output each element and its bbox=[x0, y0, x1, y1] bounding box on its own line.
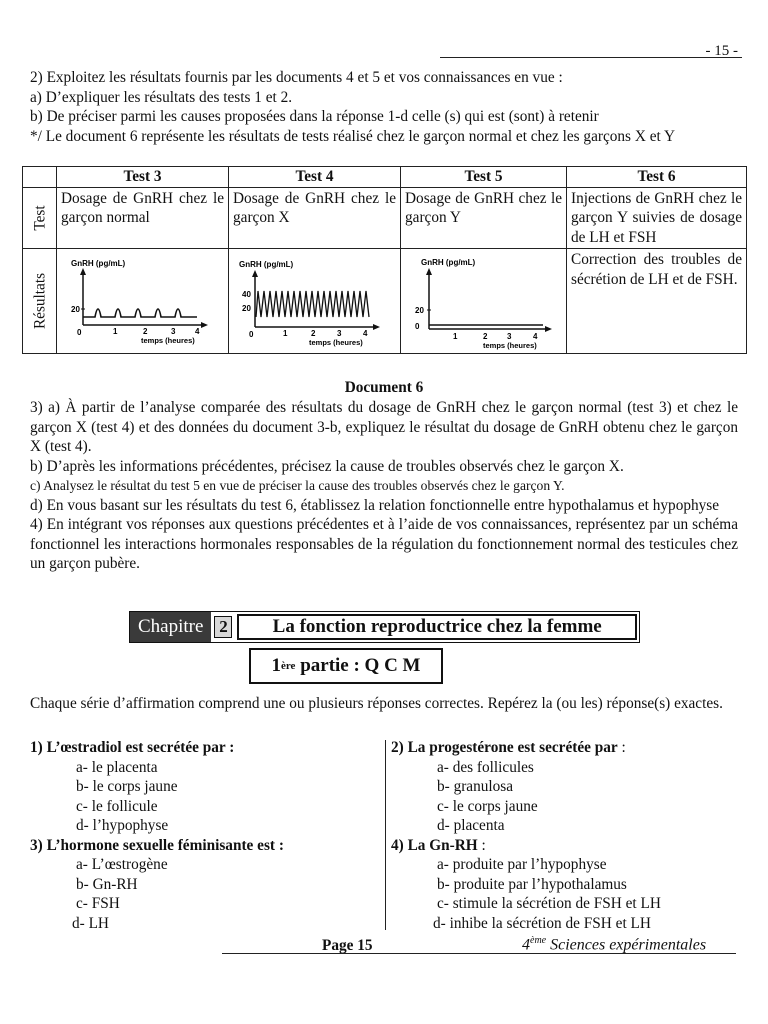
qcm-right-column bbox=[391, 738, 741, 933]
row-label-results: Résultats bbox=[30, 272, 48, 330]
qcm-q4-title: 4) La Gn-RH bbox=[391, 836, 478, 854]
qcm-q2-title-tail: : bbox=[617, 739, 626, 756]
question-2: 2) Exploitez les résultats fournis par les documents 4 et 5 et vos connaissances en vue : bbox=[30, 69, 563, 86]
cell-result-test-6: Correction des troubles de sécrétion de LH et de FSH. bbox=[567, 249, 747, 354]
part-title bbox=[249, 648, 443, 684]
header-rule bbox=[440, 57, 742, 58]
graph-4-y-arrow bbox=[252, 270, 258, 277]
graph-test-4-cell bbox=[229, 249, 401, 354]
graph-4-ytick-40: 40 bbox=[242, 290, 251, 299]
column-divider bbox=[385, 740, 386, 930]
document-6-table bbox=[22, 166, 747, 354]
graph-5-xtick-1: 1 bbox=[453, 332, 458, 341]
table-corner bbox=[23, 167, 57, 188]
question-3b: b) D’après les informations précédentes, précisez la cause de troubles observés chez le garçon X. bbox=[30, 457, 624, 475]
graph-4-xlabel: temps (heures) bbox=[309, 338, 363, 347]
qcm-q4-option-c: c- stimule la sécrétion de FSH et LH bbox=[437, 895, 661, 912]
graph-5-x-arrow bbox=[545, 326, 552, 332]
qcm-q3-option-c: c- FSH bbox=[76, 895, 120, 912]
question-3c: c) Analysez le résultat du test 5 en vue de préciser la cause des troubles observés chez le garçon Y. bbox=[30, 478, 565, 493]
graph-5-xlabel: temps (heures) bbox=[483, 341, 537, 350]
qcm-q4-option-a: a- produite par l’hypophyse bbox=[437, 856, 607, 873]
graph-5-ytick-20: 20 bbox=[415, 306, 424, 315]
qcm-instructions: Chaque série d’affirmation comprend une ou plusieurs réponses correctes. Repérez la (ou les) réponse(s) exactes. bbox=[30, 695, 723, 712]
question-2b: b) De préciser parmi les causes proposées dans la réponse 1-d celle (s) qui est (sont) à retenir bbox=[30, 108, 599, 125]
cell-test-6: Injections de GnRH chez le garçon Y suivies de dosage de LH et FSH bbox=[567, 187, 747, 249]
qcm-q3-option-a: a- L’œstrogène bbox=[76, 856, 168, 873]
footer-page: Page 15 bbox=[322, 937, 373, 954]
graph-5-xtick-2: 2 bbox=[483, 332, 488, 341]
footer-rule bbox=[222, 953, 736, 954]
qcm-q2-option-b: b- granulosa bbox=[437, 778, 514, 795]
graph-test-3-cell bbox=[57, 249, 229, 354]
question-3a: 3) a) À partir de l’analyse comparée des résultats du dosage de GnRH chez le garçon normal (test 3) et chez le garçon X (test 4) et des données du document 3-b, expliquez le résultat du dosage de GnRH obtenu chez le garçon X (test 4). bbox=[30, 399, 738, 455]
qcm-q2-title: 2) La progestérone est secrétée par bbox=[391, 739, 618, 756]
qcm-q4-option-b: b- produite par l’hypothalamus bbox=[437, 875, 627, 893]
question-4: 4) En intégrant vos réponses aux questions précédentes et à l’aide de vos connaissances, représentez par un schéma fonctionnel les interactions hormonales responsables de la régulation du fonctionnement normal des testicules chez un garçon pubère. bbox=[30, 516, 738, 572]
graph-test-5-cell bbox=[401, 249, 567, 354]
graph-5-xtick-4: 4 bbox=[533, 332, 538, 341]
graph-3-y-arrow bbox=[80, 268, 86, 275]
qcm-q2-option-c: c- le corps jaune bbox=[437, 797, 538, 815]
graph-4-curve bbox=[256, 291, 369, 317]
graph-3-curve bbox=[83, 309, 197, 317]
graph-3-xtick-0: 0 bbox=[77, 328, 82, 337]
graph-3-xtick-1: 1 bbox=[113, 327, 118, 336]
cell-test-5: Dosage de GnRH chez le garçon Y bbox=[401, 187, 567, 249]
graph-test-3 bbox=[57, 249, 227, 353]
question-2a: a) D’expliquer les résultats des tests 1 et 2. bbox=[30, 88, 293, 106]
graph-test-4 bbox=[229, 249, 399, 353]
questions-block bbox=[30, 398, 738, 574]
graph-3-ytick-20: 20 bbox=[71, 305, 80, 314]
header-test-4: Test 4 bbox=[229, 167, 401, 188]
graph-3-xtick-4: 4 bbox=[195, 327, 200, 336]
chapter-number: 2 bbox=[214, 616, 232, 638]
qcm-q2-option-d: d- placenta bbox=[437, 817, 505, 834]
graph-5-xtick-0: 0 bbox=[415, 322, 420, 331]
page-number: - 15 - bbox=[705, 43, 738, 59]
graph-4-ylabel: GnRH (pg/mL) bbox=[239, 260, 294, 269]
graph-4-xtick-2: 2 bbox=[311, 329, 316, 338]
graph-5-ylabel: GnRH (pg/mL) bbox=[421, 258, 476, 267]
qcm-q1-option-b: b- le corps jaune bbox=[76, 778, 178, 795]
header-test-6: Test 6 bbox=[567, 167, 747, 188]
qcm-q1-option-d: d- l’hypophyse bbox=[76, 817, 169, 834]
row-label-test: Test bbox=[30, 205, 48, 231]
part-label: partie : Q C M bbox=[295, 655, 421, 676]
footer-level-text: Sciences expérimentales bbox=[546, 936, 707, 954]
graph-test-5 bbox=[401, 249, 565, 353]
question-3d: d) En vous basant sur les résultats du test 6, établissez la relation fonctionnelle entre hypothalamus et hypophyse bbox=[30, 496, 720, 514]
qcm-q1-title: 1) L’œstradiol est secrétée par : bbox=[30, 739, 235, 756]
table-row-results bbox=[23, 249, 747, 354]
table-row-test bbox=[23, 187, 747, 249]
qcm-q2-option-a: a- des follicules bbox=[437, 758, 534, 776]
part-superscript: ère bbox=[280, 660, 296, 672]
graph-4-xtick-3: 3 bbox=[337, 329, 342, 338]
table-header-row bbox=[23, 167, 747, 188]
document-6-caption: Document 6 bbox=[344, 379, 424, 396]
graph-4-x-arrow bbox=[373, 324, 380, 330]
graph-3-ylabel: GnRH (pg/mL) bbox=[71, 259, 126, 268]
footer-level-superscript: ème bbox=[530, 935, 547, 946]
doc6-intro: */ Le document 6 représente les résultats de tests réalisé chez le garçon normal et chez les garçons X et Y bbox=[30, 127, 676, 145]
qcm-q4-option-d: d- inhibe la sécrétion de FSH et LH bbox=[433, 914, 651, 932]
graph-4-xtick-0: 0 bbox=[249, 330, 254, 339]
header-test-5: Test 5 bbox=[401, 167, 567, 188]
qcm-q3-title: 3) L’hormone sexuelle féminisante est : bbox=[30, 836, 284, 854]
qcm-q4-title-tail: : bbox=[477, 836, 486, 854]
graph-4-xtick-4: 4 bbox=[363, 329, 368, 338]
chapter-label: Chapitre bbox=[130, 612, 211, 642]
footer-level bbox=[522, 935, 706, 954]
graph-4-ytick-20: 20 bbox=[242, 304, 251, 313]
graph-3-xtick-3: 3 bbox=[171, 327, 176, 336]
graph-4-xtick-1: 1 bbox=[283, 329, 288, 338]
row-label-test-cell bbox=[23, 187, 57, 249]
cell-test-3: Dosage de GnRH chez le garçon normal bbox=[57, 187, 229, 249]
graph-3-xlabel: temps (heures) bbox=[141, 336, 195, 345]
qcm-q3-option-d: d- LH bbox=[72, 914, 109, 932]
graph-5-y-arrow bbox=[426, 268, 432, 275]
qcm-q1-option-a: a- le placenta bbox=[76, 758, 158, 776]
intro-block bbox=[30, 68, 738, 146]
part-number: 1 bbox=[271, 655, 281, 676]
chapter-title: La fonction reproductrice chez la femme bbox=[237, 614, 637, 640]
row-label-results-cell bbox=[23, 249, 57, 354]
footer-level-number: 4 bbox=[522, 936, 530, 954]
chapter-banner bbox=[129, 611, 640, 643]
qcm-left-column bbox=[30, 738, 380, 933]
header-test-3: Test 3 bbox=[57, 167, 229, 188]
qcm-q1-option-c: c- le follicule bbox=[76, 797, 158, 815]
graph-3-x-arrow bbox=[201, 322, 208, 328]
graph-5-xtick-3: 3 bbox=[507, 332, 512, 341]
graph-3-xtick-2: 2 bbox=[143, 327, 148, 336]
qcm-q3-option-b: b- Gn-RH bbox=[76, 875, 138, 893]
cell-test-4: Dosage de GnRH chez le garçon X bbox=[229, 187, 401, 249]
